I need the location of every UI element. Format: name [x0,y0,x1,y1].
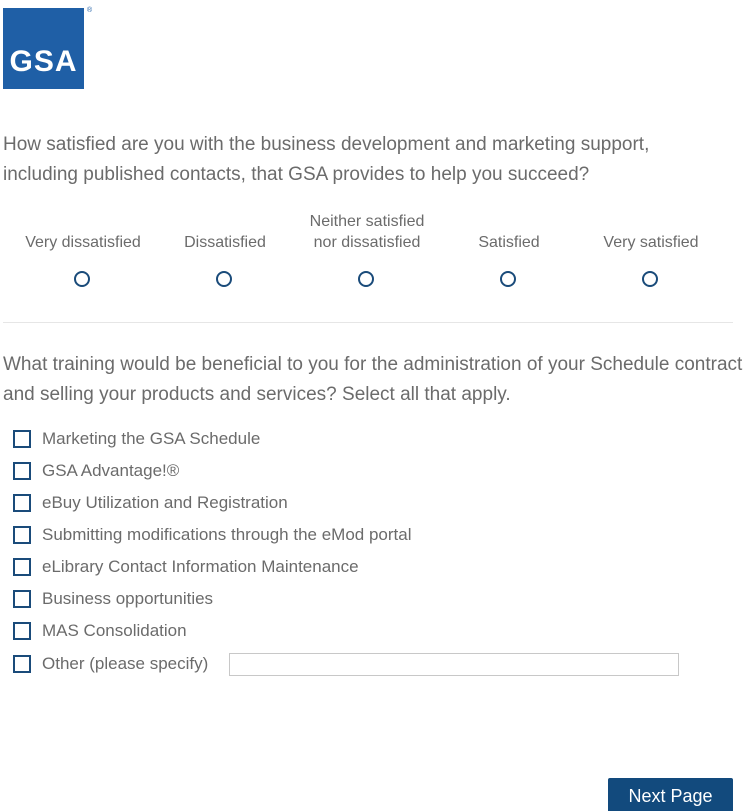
scale-option-very-dissatisfied [12,205,154,295]
checkbox-option-business-opportunities[interactable] [13,586,213,612]
checkbox-label: Other (please specify) [42,654,209,673]
section-divider [3,322,733,323]
checkbox-option-ebuy[interactable] [13,490,288,516]
checkbox[interactable] [13,494,31,512]
scale-option-neutral [296,205,438,295]
question-satisfaction: How satisfied are you with the business development and marketing support, including published contacts, that GSA provides to help you succeed? [3,134,650,185]
satisfaction-scale [12,205,722,295]
registered-mark: ® [87,7,93,14]
checkbox-label: eLibrary Contact Information Maintenance [42,557,359,576]
radio-very-dissatisfied[interactable] [74,271,90,287]
radio-satisfied[interactable] [500,271,516,287]
scale-option-dissatisfied [154,205,296,295]
checkbox-label: eBuy Utilization and Registration [42,493,288,512]
checkbox-label: Submitting modifications through the eMod portal [42,525,412,544]
gsa-logo [3,8,84,89]
scale-option-satisfied [438,205,580,295]
checkbox-option-mas-consolidation[interactable] [13,618,187,644]
checkbox[interactable] [13,558,31,576]
checkbox[interactable] [13,655,31,673]
scale-label: Very dissatisfied [25,234,141,251]
checkbox-option-gsa-advantage[interactable] [13,458,179,484]
checkbox-option-elibrary[interactable] [13,554,359,580]
checkbox-option-marketing[interactable] [13,426,260,452]
radio-dissatisfied[interactable] [216,271,232,287]
checkbox[interactable] [13,430,31,448]
other-specify-input[interactable] [229,653,679,676]
checkbox[interactable] [13,590,31,608]
next-page-button[interactable]: Next Page [608,778,733,811]
gsa-logo-text: GSA [9,45,78,78]
checkbox[interactable] [13,462,31,480]
scale-label: Satisfied [478,234,540,251]
checkbox-label: MAS Consolidation [42,621,187,640]
checkbox[interactable] [13,622,31,640]
checkbox-option-other[interactable] [13,651,208,677]
checkbox-option-emod[interactable] [13,522,411,548]
scale-label: Dissatisfied [184,234,266,251]
checkbox-label: GSA Advantage!® [42,461,180,480]
scale-label: Neither satisfied nor dissatisfied [309,213,425,251]
question-training: What training would be beneficial to you for the administration of your Schedule contract and selling your products and services? Select all that apply. [3,354,743,405]
checkbox-label: Marketing the GSA Schedule [42,429,261,448]
radio-neutral[interactable] [358,271,374,287]
scale-option-very-satisfied [580,205,722,295]
checkbox-label: Business opportunities [42,589,214,608]
radio-very-satisfied[interactable] [642,271,658,287]
scale-label: Very satisfied [603,234,699,251]
checkbox[interactable] [13,526,31,544]
